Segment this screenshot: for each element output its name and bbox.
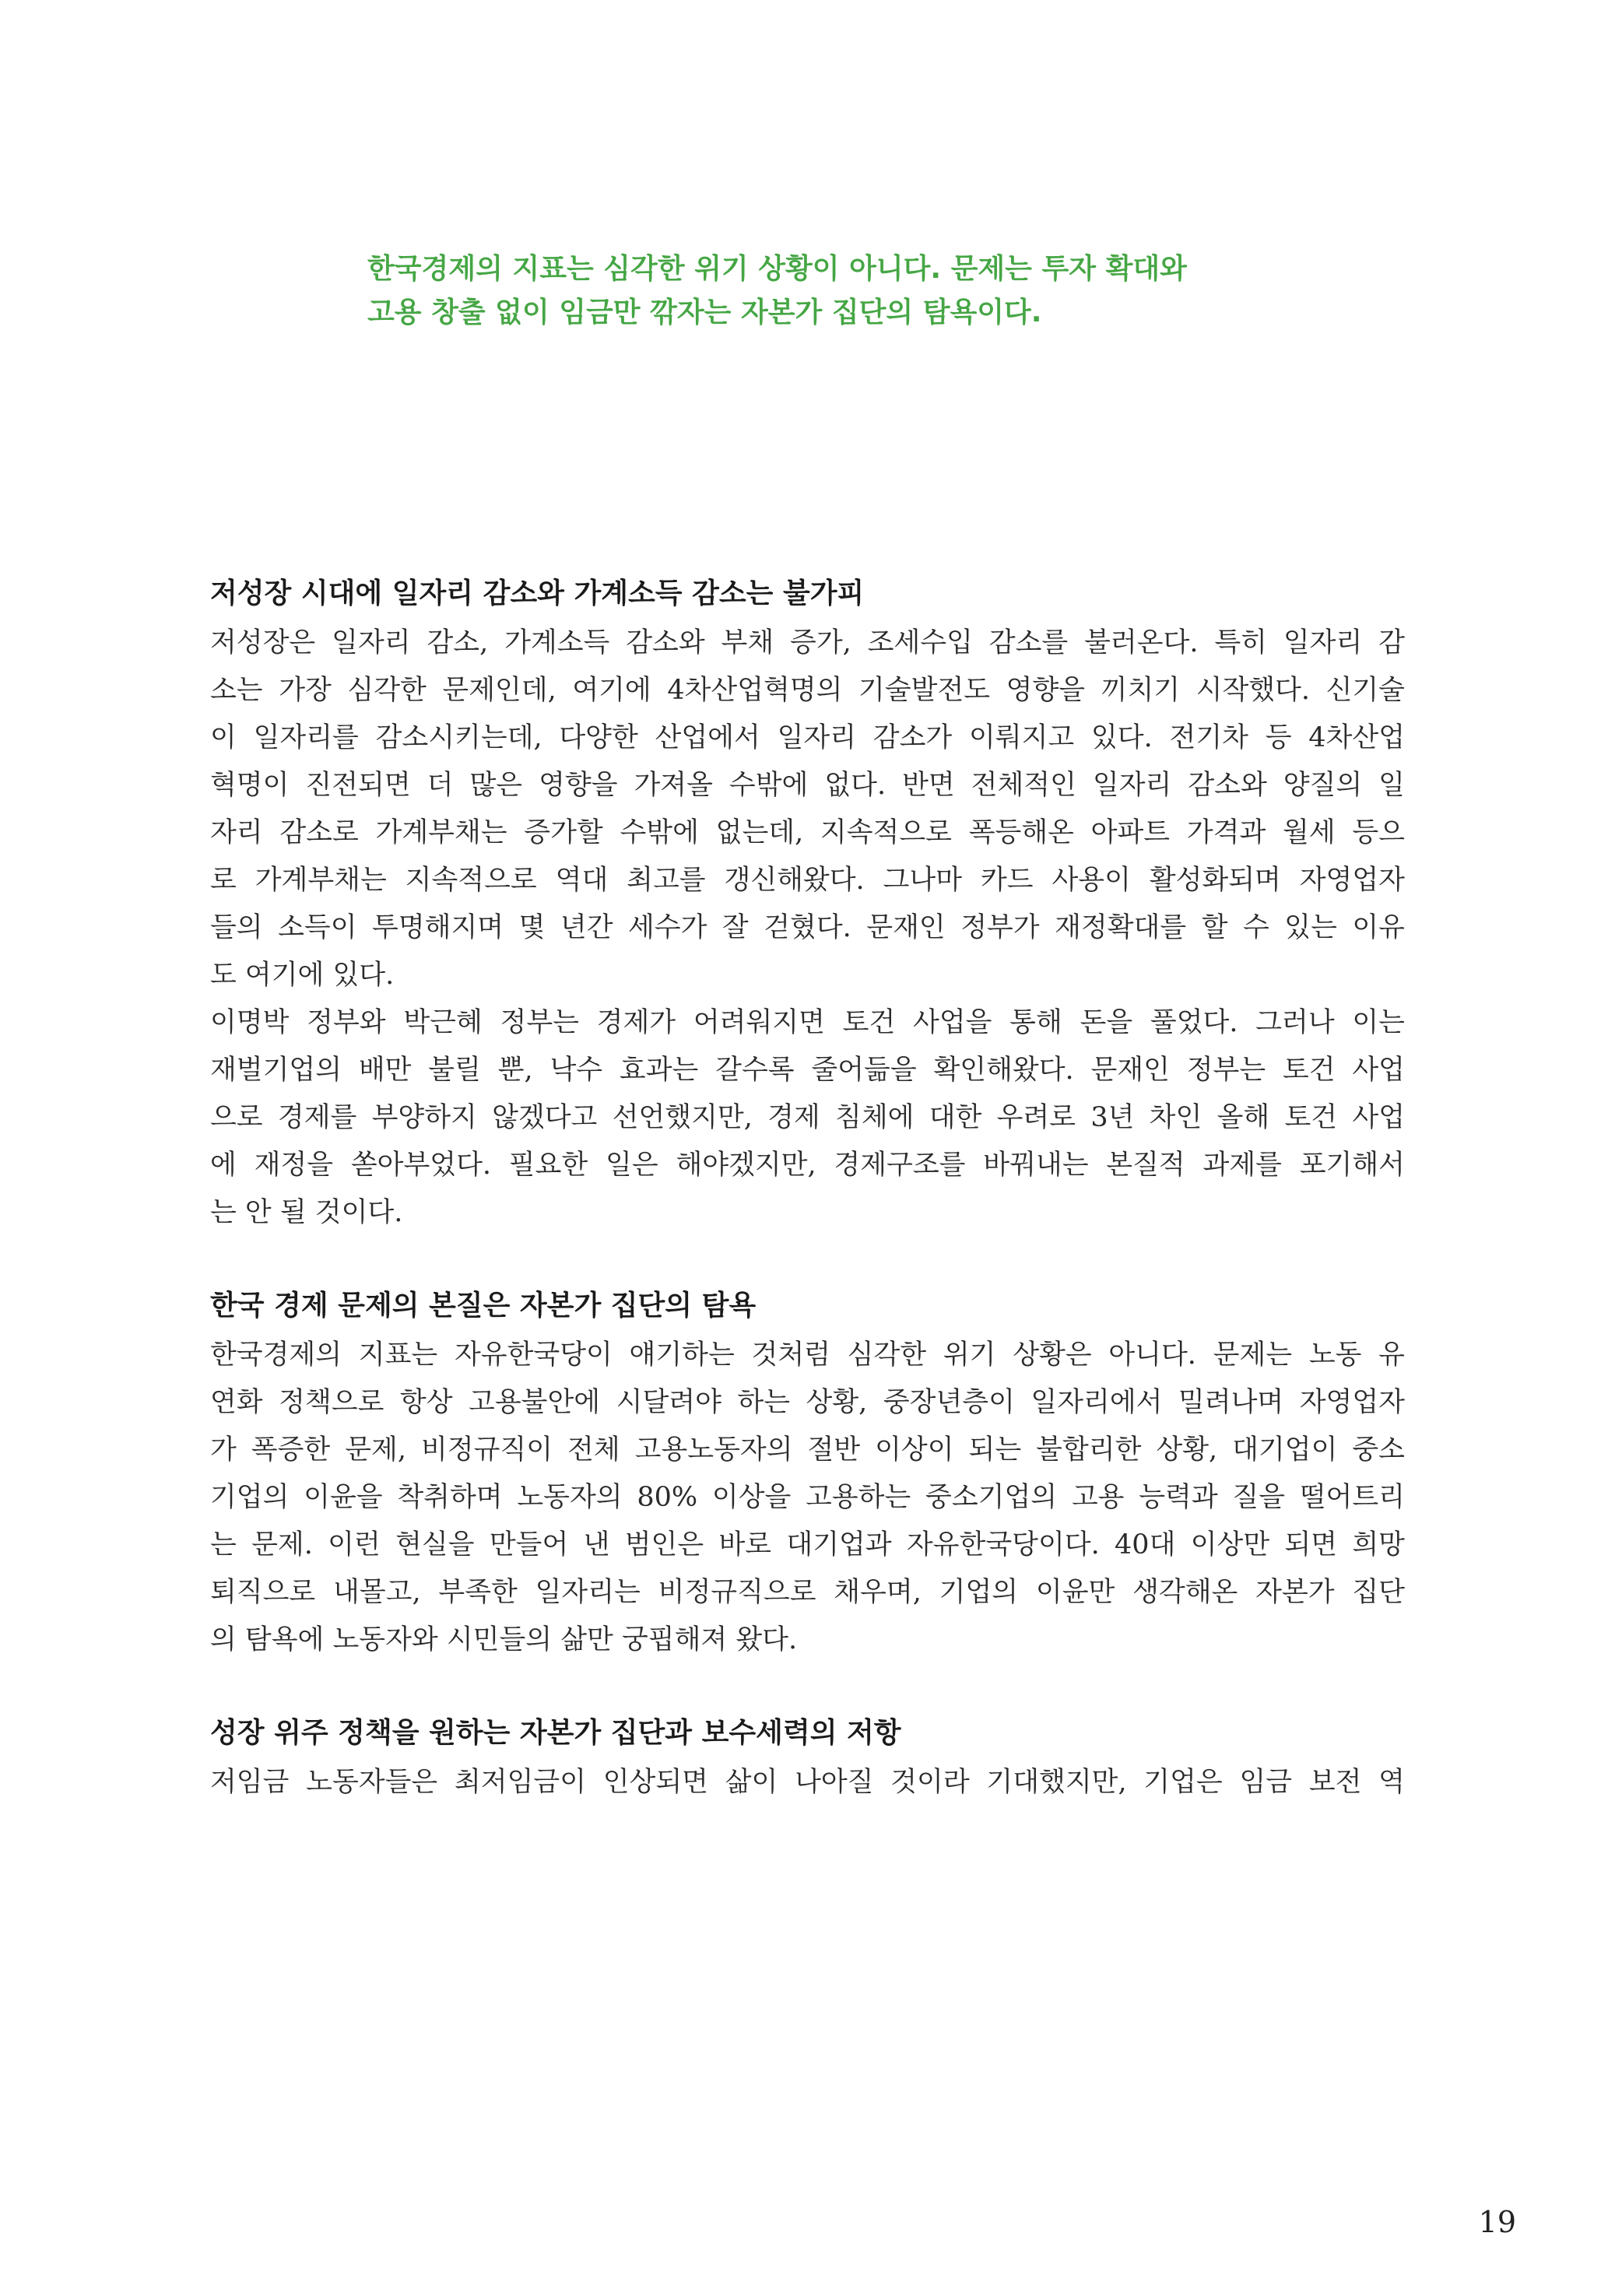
paragraph [210,999,1405,1237]
section-greed [210,1287,1405,1664]
text-line: 도 여기에 있다. [210,960,395,991]
text-line: 에 재정을 쏟아부었다. 필요한 일은 해야겠지만, 경제구조를 바꿔내는 본질적 과제를 포기해서 [210,1150,1405,1181]
page-number: 19 [1478,2205,1516,2239]
text-line: 는 안 될 것이다. [210,1197,403,1228]
pull-quote-line: 고용 창출 없이 임금만 깎자는 자본가 집단의 탐욕이다. [367,297,1042,328]
text-line: 으로 경제를 부양하지 않겠다고 선언했지만, 경제 침체에 대한 우려로 3년 차인 올해 토건 사업 [210,1102,1405,1133]
text-line: 는 문제. 이런 현실을 만들어 낸 범인은 바로 대기업과 자유한국당이다. 40대 이상만 되면 희망 [210,1529,1405,1561]
text-line: 저성장은 일자리 감소, 가계소득 감소와 부채 증가, 조세수입 감소를 불러온다. 특히 일자리 감 [210,627,1405,658]
text-line: 퇴직으로 내몰고, 부족한 일자리는 비정규직으로 채우며, 기업의 이윤만 생각해온 자본가 집단 [210,1577,1405,1608]
text-line: 저임금 노동자들은 최저임금이 인상되면 삶이 나아질 것이라 기대했지만, 기업은 임금 보전 역 [210,1767,1405,1798]
text-line: 들의 소득이 투명해지며 몇 년간 세수가 잘 걷혔다. 문재인 정부가 재정확대를 할 수 있는 이유 [210,912,1405,943]
paragraph [210,1759,1405,1806]
section-low-growth [210,574,1405,1237]
section-heading: 성장 위주 정책을 원하는 자본가 집단과 보수세력의 저항 [210,1717,901,1749]
text-line: 가 폭증한 문제, 비정규직이 전체 고용노동자의 절반 이상이 되는 불합리한 상황, 대기업이 중소 [210,1434,1405,1466]
text-line: 의 탐욕에 노동자와 시민들의 삶만 궁핍해져 왔다. [210,1624,798,1655]
text-line: 자리 감소로 가계부채는 증가할 수밖에 없는데, 지속적으로 폭등해온 아파트 가격과 월세 등으 [210,817,1405,848]
text-line: 이 일자리를 감소시키는데, 다양한 산업에서 일자리 감소가 이뤄지고 있다. 전기차 등 4차산업 [210,722,1405,753]
article-body [210,574,1405,1806]
paragraph [210,1332,1405,1664]
section-heading: 저성장 시대에 일자리 감소와 가계소득 감소는 불가피 [210,578,865,609]
text-line: 로 가계부채는 지속적으로 역대 최고를 갱신해왔다. 그나마 카드 사용이 활성화되며 자영업자 [210,865,1405,896]
text-line: 재벌기업의 배만 불릴 뿐, 낙수 효과는 갈수록 줄어듦을 확인해왔다. 문재인 정부는 토건 사업 [210,1055,1405,1086]
section-heading: 한국 경제 문제의 본질은 자본가 집단의 탐욕 [210,1290,757,1322]
text-line: 기업의 이윤을 착취하며 노동자의 80% 이상을 고용하는 중소기업의 고용 능력과 질을 떨어트리 [210,1482,1405,1513]
section-resistance [210,1714,1405,1806]
text-line: 연화 정책으로 항상 고용불안에 시달려야 하는 상황, 중장년층이 일자리에서 밀려나며 자영업자 [210,1387,1405,1418]
text-line: 한국경제의 지표는 자유한국당이 얘기하는 것처럼 심각한 위기 상황은 아니다. 문제는 노동 유 [210,1339,1405,1371]
paragraph [210,620,1405,999]
pull-quote [367,248,1379,335]
text-line: 이명박 정부와 박근혜 정부는 경제가 어려워지면 토건 사업을 통해 돈을 풀었다. 그러나 이는 [210,1007,1405,1038]
pull-quote-line: 한국경제의 지표는 심각한 위기 상황이 아니다. 문제는 투자 확대와 [367,253,1187,285]
text-line: 혁명이 진전되면 더 많은 영향을 가져올 수밖에 없다. 반면 전체적인 일자리 감소와 양질의 일 [210,770,1405,801]
text-line: 소는 가장 심각한 문제인데, 여기에 4차산업혁명의 기술발전도 영향을 끼치기 시작했다. 신기술 [210,675,1405,706]
